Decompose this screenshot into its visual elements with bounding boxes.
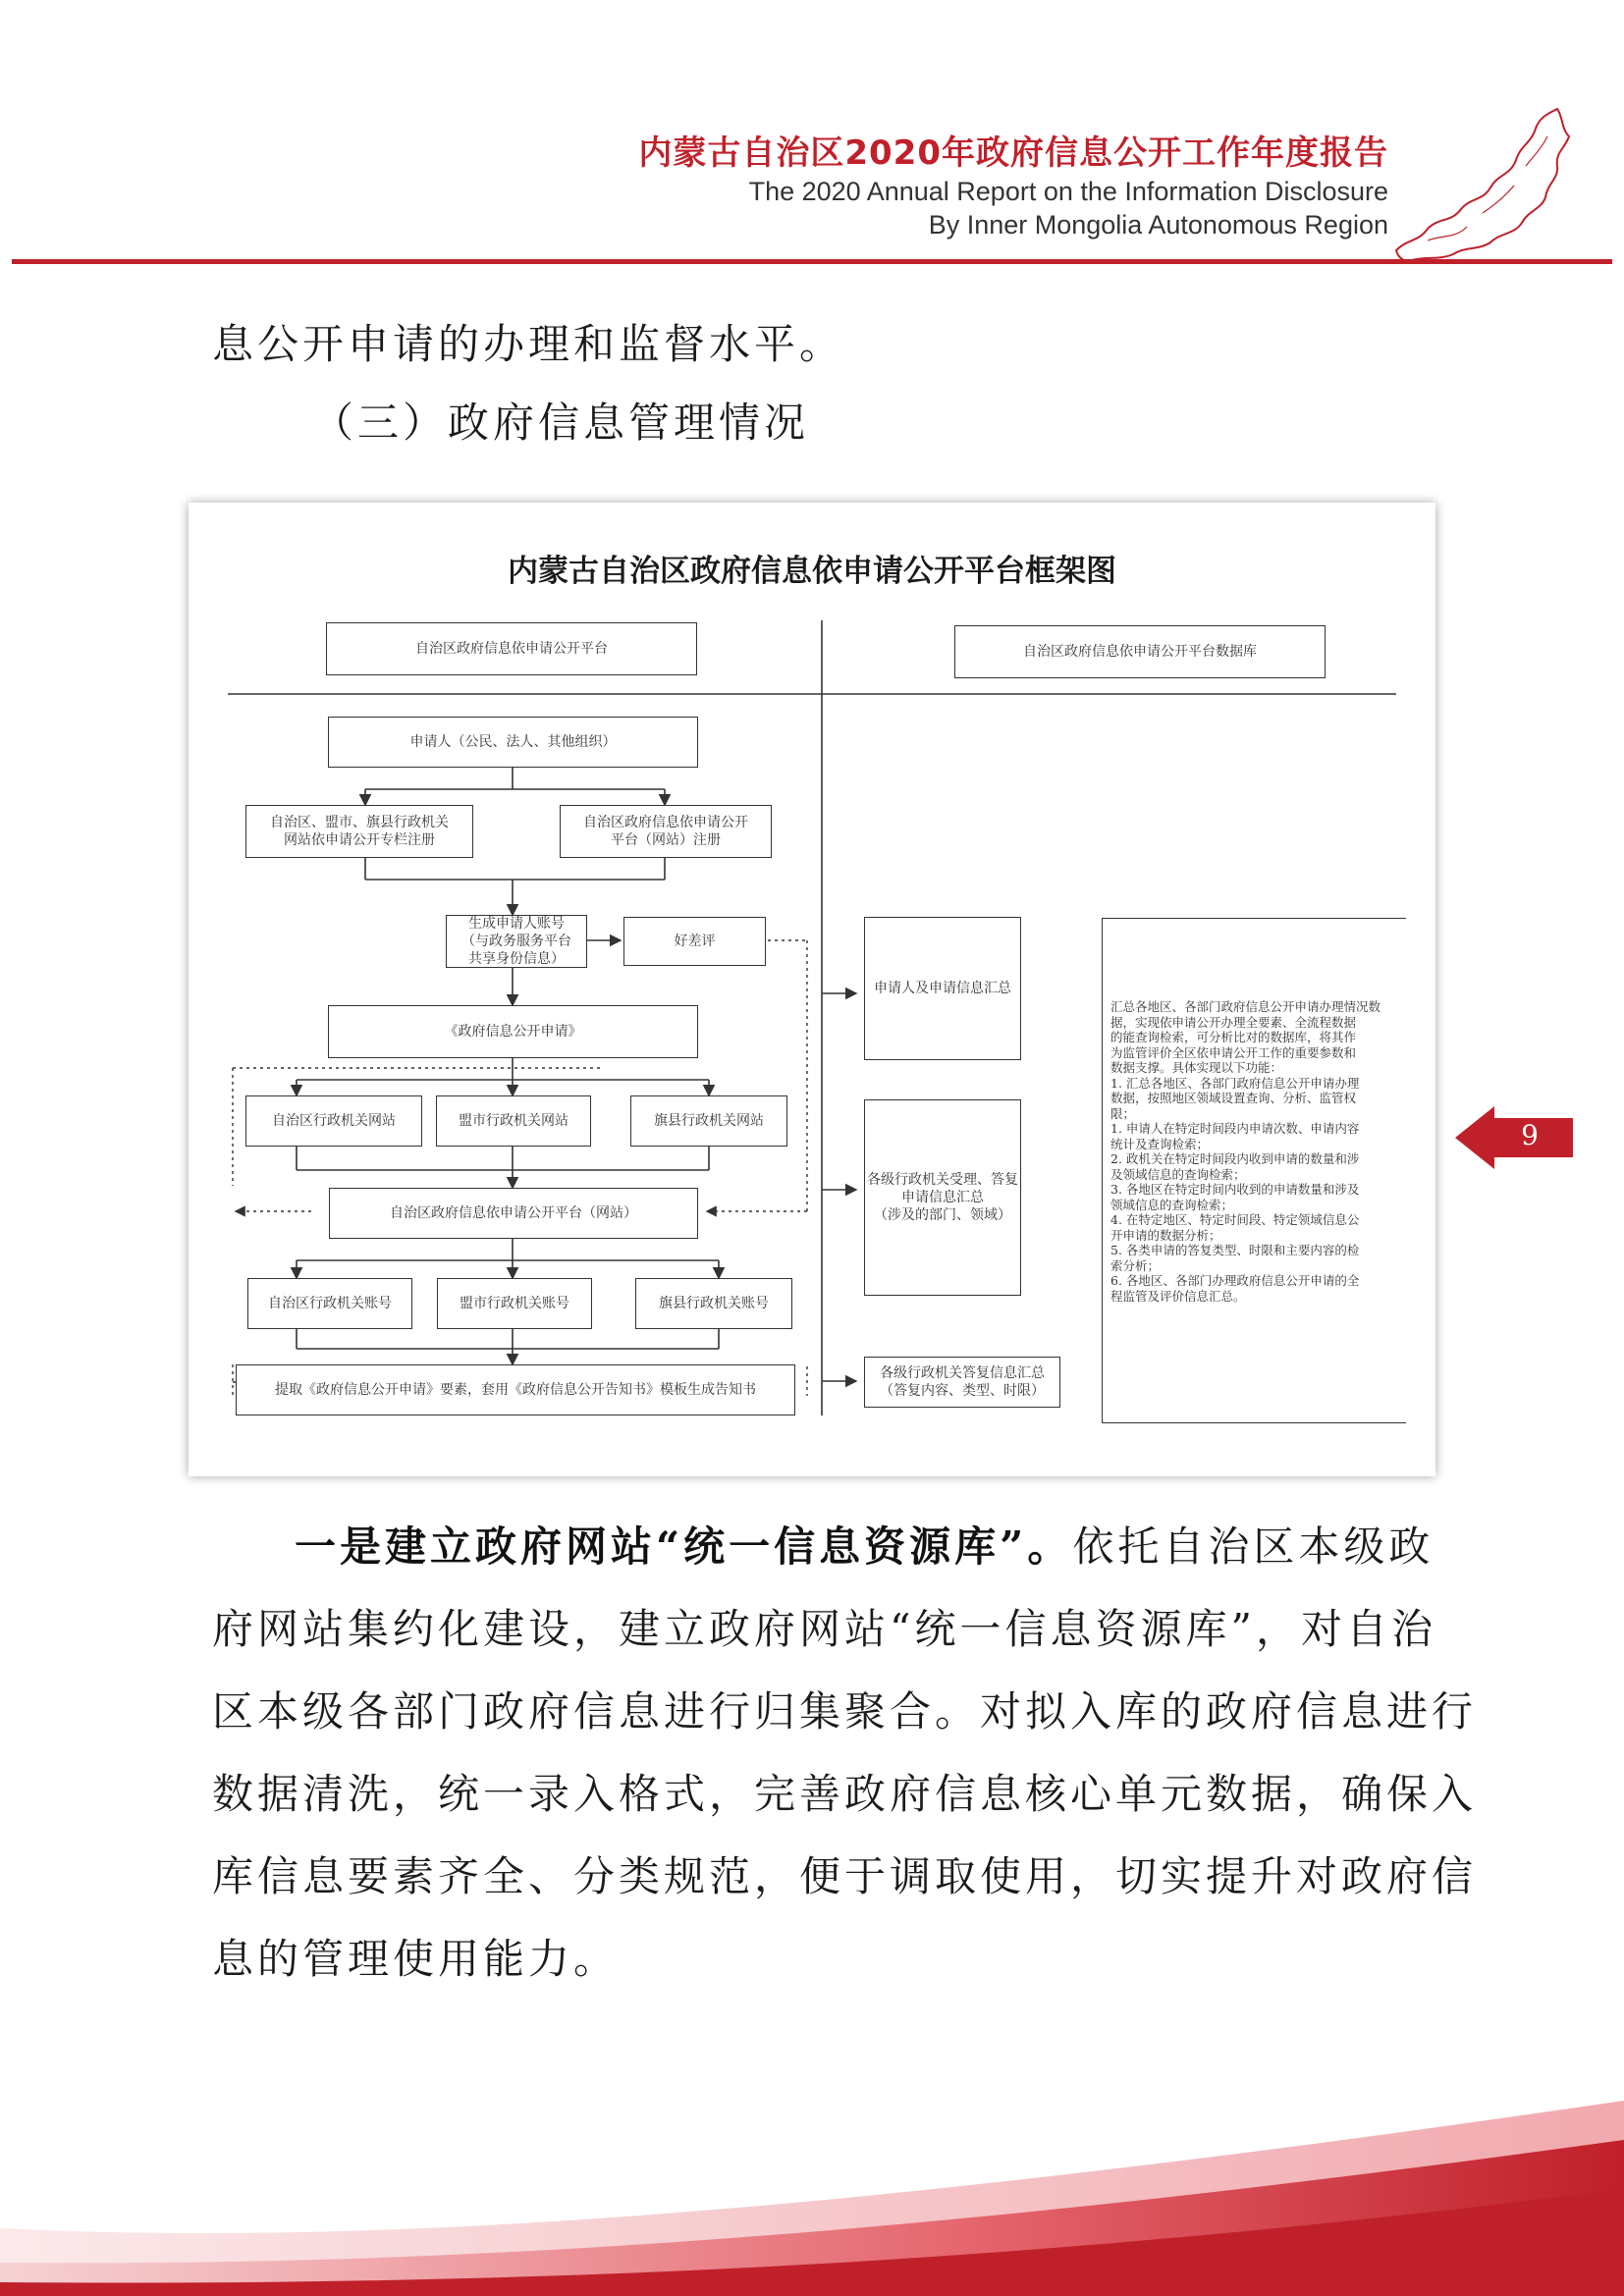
account-box-region: 自治区行政机关账号 (247, 1278, 412, 1329)
platform-website-box: 自治区政府信息依申请公开平台（网站） (329, 1188, 698, 1239)
section-title: （三）政府信息管理情况 (312, 399, 810, 447)
database-description-text: 汇总各地区、各部门政府信息公开申请办理情况数 据，实现依申请公开办理全要素、全流程数据 的能查询检索，可分析比对的数据库，将其作 为监管评价全区依申请公开工作的重要参数和 数据支撑。具体实现以下功能： 1. 汇总各地区、各部门政府信息公开申请办理 数据，按照地区领域设置查询、分析、监管权 限； 1. 申请人在特定时间段内申请次数、申请内容 统计及查询检索； 2. 政机关在特定时间段内收到申请的数量和涉 及领域信息的查询检索； 3. 各地区在特定时间内收到的申请数量和涉及 领域信息的查询检索； 4. 在特定地区、特定时间段、特定领域信息公 开申请的数据分析； 5. 各类申请的答复类型、时限和主要内容的检 索分析； 6. 各地区、各部门办理政府信息公开申请的全 程监管及评价信息汇总。 (1110, 999, 1381, 1304)
paragraph-line-2: 府网站集约化建设，建立政府网站“统一信息资源库”，对自治 (212, 1605, 1436, 1653)
figure-title: 内蒙古自治区政府信息依申请公开平台框架图 (508, 554, 1116, 589)
right-header-box: 自治区政府信息依申请公开平台数据库 (954, 625, 1326, 678)
paragraph-lead: 一是建立政府网站“统一信息资源库”。 (295, 1522, 1073, 1571)
paragraph-line-4: 数据清洗，统一录入格式，完善政府信息核心单元数据，确保入 (212, 1770, 1478, 1818)
database-description-box (1102, 918, 1406, 1423)
applicant-box: 申请人（公民、法人、其他组织） (328, 717, 698, 768)
application-box: 《政府信息公开申请》 (328, 1005, 698, 1058)
framework-figure (189, 503, 1435, 1476)
report-title-en-line2: By Inner Mongolia Autonomous Region (928, 210, 1388, 240)
body-text-continuation: 息公开申请的办理和监督水平。 (212, 320, 845, 368)
paragraph-line-5: 库信息要素齐全、分类规范，便于调取使用，切实提升对政府信 (212, 1852, 1478, 1900)
paragraph-line-6: 息的管理使用能力。 (212, 1935, 620, 1983)
db-applicant-summary-box: 申请人及申请信息汇总 (864, 917, 1021, 1060)
report-title-cn: 内蒙古自治区2020年政府信息公开工作年度报告 (638, 133, 1388, 173)
paragraph-line-3: 区本级各部门政府信息进行归集聚合。对拟入库的政府信息进行 (212, 1687, 1478, 1735)
register-box-platform: 自治区政府信息依申请公开 平台（网站）注册 (560, 805, 772, 858)
site-box-banner: 旗县行政机关网站 (630, 1095, 787, 1147)
register-box-agency-sites: 自治区、盟市、旗县行政机关 网站依申请公开专栏注册 (245, 805, 473, 858)
site-box-league: 盟市行政机关网站 (436, 1095, 591, 1147)
left-header-box: 自治区政府信息依申请公开平台 (326, 622, 697, 675)
account-box: 生成申请人账号 （与政务服务平台 共享身份信息） (446, 915, 587, 968)
db-reply-summary-box: 各级行政机关答复信息汇总 （答复内容、类型、时限） (864, 1357, 1060, 1408)
header-rule (12, 259, 1612, 264)
notice-generation-box: 提取《政府信息公开申请》要素，套用《政府信息公开告知书》模板生成告知书 (236, 1364, 795, 1415)
page-number: 9 (1521, 1119, 1539, 1151)
inner-mongolia-map-icon (1388, 103, 1575, 265)
site-box-region: 自治区行政机关网站 (245, 1095, 422, 1147)
report-title-en-line1: The 2020 Annual Report on the Information Disclosure (748, 177, 1388, 206)
paragraph-line-1-rest: 依托自治区本级政 (1072, 1522, 1435, 1571)
account-box-league: 盟市行政机关账号 (437, 1278, 592, 1329)
db-accept-reply-summary-box: 各级行政机关受理、答复 申请信息汇总 （涉及的部门、领域） (864, 1099, 1021, 1296)
account-box-banner: 旗县行政机关账号 (635, 1278, 792, 1329)
footer-wave-decoration (0, 2081, 1624, 2296)
rating-box: 好差评 (623, 917, 766, 966)
paragraph-line-1 (212, 1506, 1434, 1588)
